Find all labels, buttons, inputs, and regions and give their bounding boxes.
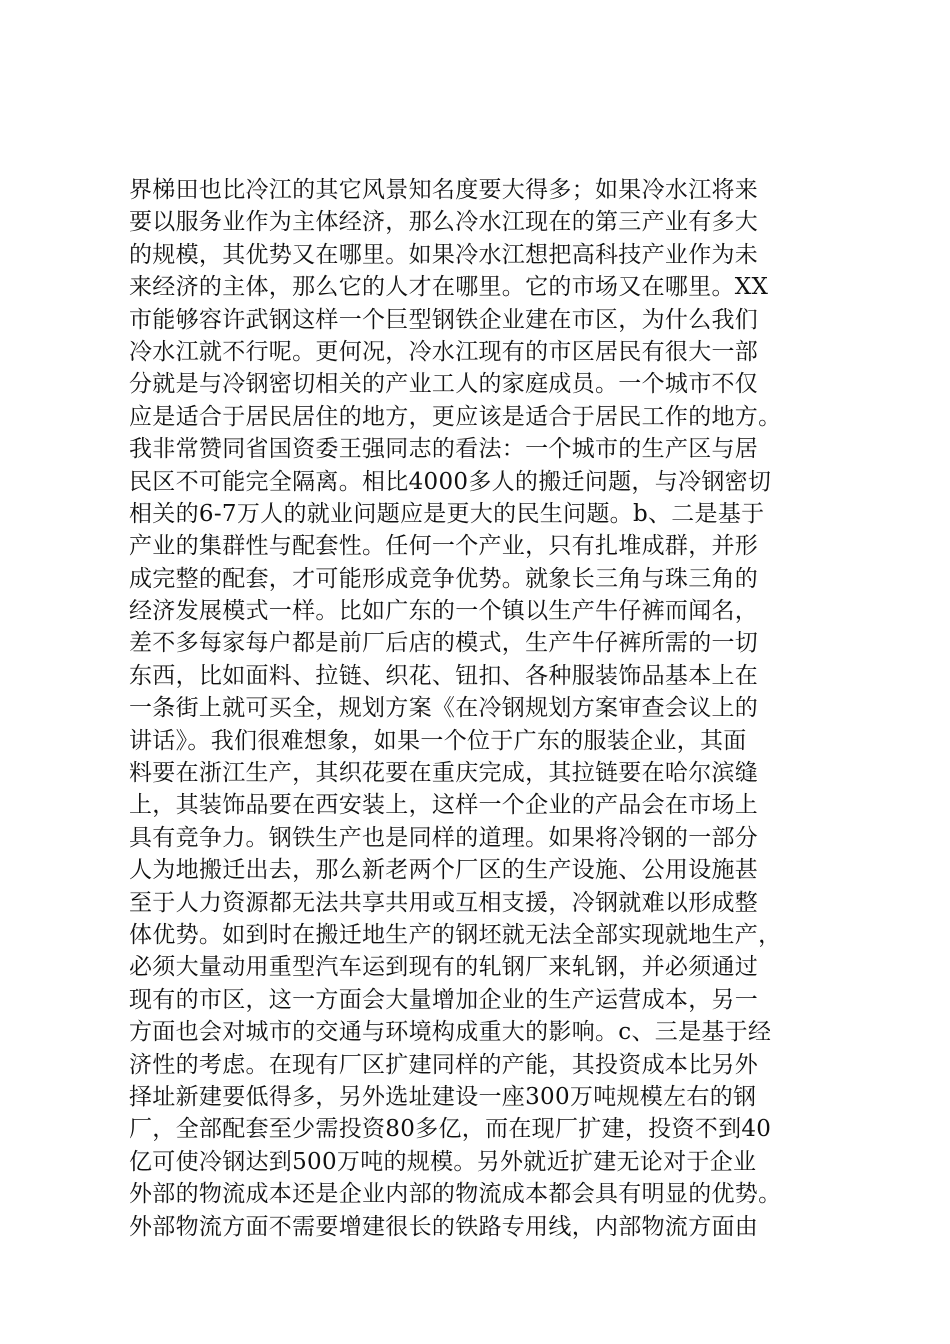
text-line: 上，其装饰品要在西安装上，这样一个企业的产品会在市场上 (129, 792, 759, 819)
text-line: 东西，比如面料、拉链、织花、钮扣、各种服装饰品基本上在 (129, 662, 759, 689)
text-line: 的规模，其优势又在哪里。如果冷水江想把高科技产业作为未 (129, 241, 759, 268)
text-line: 相关的6-7万人的就业问题应是更大的民生问题。b、二是基于 (129, 500, 765, 527)
text-line: 讲话》。我们很难想象，如果一个位于广东的服装企业，其面 (129, 727, 747, 754)
text-line: 民区不可能完全隔离。相比4000多人的搬迁问题，与冷钢密切 (129, 468, 772, 495)
text-line: 至于人力资源都无法共享共用或互相支援，冷钢就难以形成整 (129, 889, 759, 916)
text-line: 必须大量动用重型汽车运到现有的轧钢厂来轧钢，并必须通过 (129, 954, 759, 981)
text-line: 差不多每家每户都是前厂后店的模式，生产牛仔裤所需的一切 (129, 630, 759, 657)
text-line: 人为地搬迁出去，那么新老两个厂区的生产设施、公用设施甚 (129, 857, 759, 884)
text-line: 产业的集群性与配套性。任何一个产业，只有扎堆成群，并形 (129, 533, 759, 560)
text-line: 市能够容许武钢这样一个巨型钢铁企业建在市区，为什么我们 (129, 306, 759, 333)
text-line: 成完整的配套，才可能形成竞争优势。就象长三角与珠三角的 (129, 565, 759, 592)
text-line: 界梯田也比冷江的其它风景知名度要大得多；如果冷水江将来 (129, 177, 759, 203)
text-line: 体优势。如到时在搬迁地生产的钢坯就无法全部实现就地生产， (129, 921, 782, 948)
text-line: 厂，全部配套至少需投资80多亿，而在现厂扩建，投资不到40 (129, 1116, 772, 1143)
text-line: 我非常赞同省国资委王强同志的看法：一个城市的生产区与居 (129, 436, 759, 463)
text-line: 外部物流方面不需要增建很长的铁路专用线，内部物流方面由 (129, 1213, 759, 1240)
text-line: 方面也会对城市的交通与环境构成重大的影响。c、三是基于经 (129, 1019, 772, 1046)
body-text (129, 174, 829, 1243)
text-line: 料要在浙江生产，其织花要在重庆完成，其拉链要在哈尔滨缝 (129, 760, 759, 787)
text-line: 具有竞争力。钢铁生产也是同样的道理。如果将冷钢的一部分 (129, 824, 759, 851)
text-line: 一条街上就可买全，规划方案《在冷钢规划方案审查会议上的 (129, 695, 759, 722)
text-line: 冷水江就不行呢。更何况，冷水江现有的市区居民有很大一部 (129, 338, 759, 365)
text-line: 亿可使冷钢达到500万吨的规模。另外就近扩建无论对于企业 (129, 1148, 757, 1175)
text-line: 外部的物流成本还是企业内部的物流成本都会具有明显的优势。 (129, 1181, 782, 1208)
text-line: 要以服务业作为主体经济，那么冷水江现在的第三产业有多大 (129, 209, 759, 236)
text-line: 现有的市区，这一方面会大量增加企业的生产运营成本，另一 (129, 986, 759, 1013)
text-line: 择址新建要低得多，另外选址建设一座300万吨规模左右的钢 (129, 1083, 757, 1110)
text-line: 经济发展模式一样。比如广东的一个镇以生产牛仔裤而闻名， (129, 598, 759, 625)
text-line: 济性的考虑。在现有厂区扩建同样的产能，其投资成本比另外 (129, 1051, 759, 1078)
text-line: 来经济的主体，那么它的人才在哪里。它的市场又在哪里。XX (129, 274, 769, 301)
text-line: 应是适合于居民居住的地方，更应该是适合于居民工作的地方。 (129, 403, 782, 430)
text-line: 分就是与冷钢密切相关的产业工人的家庭成员。一个城市不仅 (129, 371, 759, 398)
